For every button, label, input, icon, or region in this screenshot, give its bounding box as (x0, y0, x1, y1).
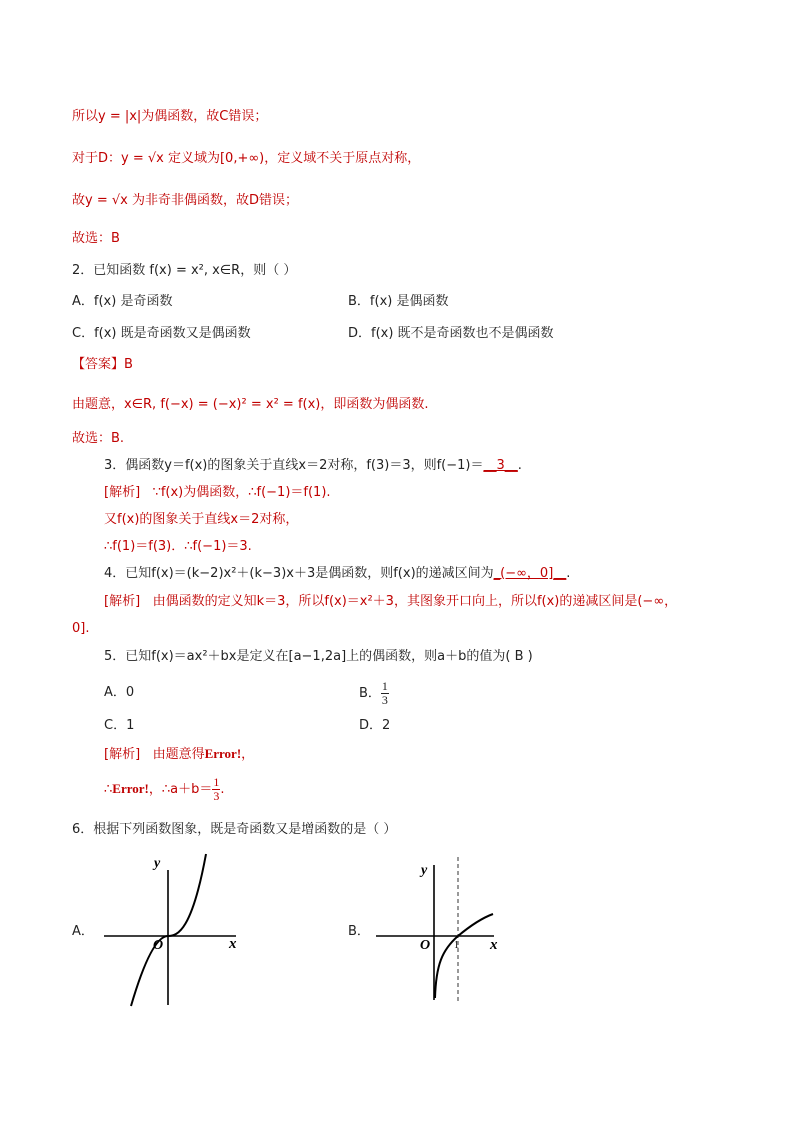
q3-stem (104, 457, 522, 475)
q2-stem: 2．已知函数 f(x) = x², x∈R，则（ ） (72, 263, 297, 278)
graph-a-x-label: x (229, 936, 237, 952)
line-d-domain: 对于D：y = √x 定义域为[0,+∞)，定义域不关于原点对称， (72, 151, 421, 166)
graph-b-x-label: x (490, 937, 498, 953)
q5-option-b (359, 674, 389, 714)
q4-analysis-1-text: 由偶函数的定义知k＝3，所以f(x)＝x²＋3，其图象开口向上，所以f(x)的递减区间是(−∞， (152, 594, 678, 609)
q4-analysis-label: [解析] (104, 594, 141, 609)
q5-option-b-den: 3 (381, 693, 388, 707)
line-select-b: 故选：B (72, 231, 120, 246)
q6-option-a-label: A． (72, 924, 94, 939)
graph-b (370, 855, 505, 1005)
q2-option-a: A．f(x) 是奇函数 (72, 294, 173, 309)
line-d-wrong: 故y = √x 为非奇非偶函数，故D错误； (72, 193, 298, 208)
q5-option-c: C．1 (104, 718, 135, 733)
q3-analysis-label: [解析] (104, 485, 141, 500)
q2-option-d: D．f(x) 既不是奇函数也不是偶函数 (348, 326, 554, 341)
graph-a-y-label: y (154, 856, 161, 871)
graph-a (100, 850, 250, 1010)
q5-analysis-label: [解析] (104, 747, 141, 762)
q5-option-b-num: 1 (381, 679, 388, 693)
q5-analysis-1-text: 由题意得 (152, 747, 205, 762)
q5-option-a: A．0 (104, 685, 135, 700)
q2-option-c: C．f(x) 既是奇函数又是偶函数 (72, 326, 251, 341)
q3-analysis-1 (104, 484, 331, 502)
q5-analysis-2-num: 1 (213, 775, 220, 789)
q5-analysis-2-den: 3 (213, 789, 220, 803)
q5-error-2: Error! (112, 781, 149, 796)
q5-analysis-1 (104, 745, 254, 764)
q3-stem-text: 3．偶函数y＝f(x)的图象关于直线x＝2对称，f(3)＝3，则f(−1)＝ (104, 458, 484, 473)
q5-option-b-label: B． (359, 686, 381, 701)
graph-a-origin-label: O (153, 938, 164, 953)
q2-answer: 【答案】B (72, 357, 133, 372)
q5-stem: 5．已知f(x)＝ax²＋bx是定义在[a−1,2a]上的偶函数，则a＋b的值为( B ) (104, 649, 533, 664)
q3-stem-end: . (517, 458, 522, 473)
q5-option-b-fraction (381, 680, 389, 707)
q2-select: 故选：B. (72, 431, 125, 446)
q4-stem-text: 4．已知f(x)＝(k−2)x²＋(k−3)x＋3是偶函数，则f(x)的递减区间为 (104, 566, 494, 581)
q4-stem (104, 565, 570, 583)
q4-analysis-2: 0]. (72, 621, 90, 636)
q6-option-b-label: B． (348, 924, 370, 939)
q3-blank-answer: __3__ (483, 458, 518, 473)
graph-b-tick-1: 1 (454, 940, 459, 951)
q5-analysis-2-mid: ，∴a＋b＝ (148, 782, 213, 797)
line-c-wrong: 所以y = |x|为偶函数，故C错误； (72, 109, 268, 124)
graph-b-origin-label: O (420, 938, 431, 953)
graph-b-curve (435, 914, 493, 998)
q2-option-b: B．f(x) 是偶函数 (348, 294, 449, 309)
graph-b-y-label: y (421, 863, 428, 878)
q5-analysis-2-start: ∴ (104, 782, 113, 797)
q3-analysis-1-text: ∵f(x)为偶函数，∴f(−1)＝f(1). (152, 485, 331, 500)
q4-blank-answer: _(−∞，0]__ (493, 566, 567, 581)
q6-stem: 6．根据下列函数图象，既是奇函数又是增函数的是（ ） (72, 822, 397, 837)
q5-analysis-1-end: ， (241, 747, 255, 762)
q3-analysis-3: ∴f(1)＝f(3)．∴f(−1)＝3. (104, 539, 252, 554)
q5-option-d: D．2 (359, 718, 391, 733)
q2-explanation: 由题意，x∈R, f(−x) = (−x)² = x² = f(x)，即函数为偶函数. (72, 397, 429, 412)
q5-error-1: Error! (204, 746, 242, 761)
q3-analysis-2: 又f(x)的图象关于直线x＝2对称， (104, 512, 299, 527)
q5-analysis-2 (104, 769, 225, 810)
q5-analysis-2-end: . (220, 782, 225, 797)
q4-stem-end: . (566, 566, 571, 581)
q4-analysis-1 (104, 593, 677, 611)
